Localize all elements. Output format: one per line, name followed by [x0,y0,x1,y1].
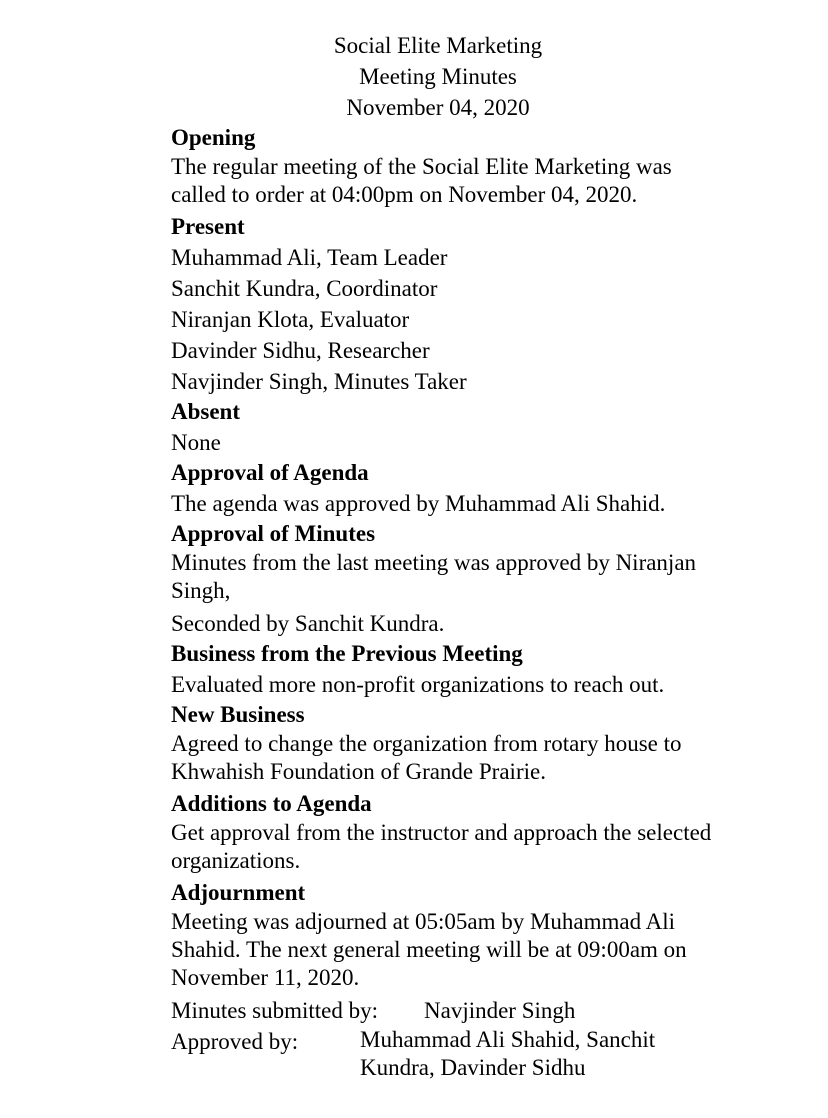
minutes-body [171,123,731,1088]
list-item: Navjinder Singh, Minutes Taker [171,369,467,394]
present-heading: Present [171,214,245,239]
list-item: Niranjan Klota, Evaluator [171,307,410,332]
additions-heading: Additions to Agenda [171,791,372,816]
adjournment-text: Meeting was adjourned at 05:05am by Muhammad Ali Shahid. The next general meeting will be at 09:00am on November 11, 2020. [171,909,687,990]
approval-minutes-seconded: Seconded by Sanchit Kundra. [171,611,445,636]
approved-by-names: Muhammad Ali Shahid, Sanchit Kundra, Davinder Sidhu [360,1027,656,1080]
present-list [171,242,731,397]
list-item: Muhammad Ali, Team Leader [171,245,448,270]
approval-agenda-text: The agenda was approved by Muhammad Ali Shahid. [171,491,666,516]
absent-heading: Absent [171,399,241,424]
new-business-heading: New Business [171,702,305,727]
document-header [0,30,828,123]
approval-agenda-heading: Approval of Agenda [171,460,369,485]
adjournment-heading: Adjournment [171,880,306,905]
list-item: Sanchit Kundra, Coordinator [171,276,438,301]
approved-by-row [171,1026,731,1088]
submitted-by-name: Navjinder Singh [424,998,576,1023]
organization-name: Social Elite Marketing [333,33,543,58]
document-type: Meeting Minutes [359,64,517,89]
approval-minutes-text: Minutes from the last meeting was approved by Niranjan Singh, [171,550,697,603]
approved-by-label: Approved by: [171,1029,299,1054]
submitted-by-label: Minutes submitted by: [171,998,378,1023]
new-business-text: Agreed to change the organization from rotary house to Khwahish Foundation of Grande Prairie. [171,731,682,784]
approval-minutes-heading: Approval of Minutes [171,521,376,546]
opening-text: The regular meeting of the Social Elite Marketing was called to order at 04:00pm on November 04, 2020. [171,154,672,207]
meeting-date: November 04, 2020 [346,95,530,120]
list-item: Davinder Sidhu, Researcher [171,338,430,363]
previous-business-heading: Business from the Previous Meeting [171,641,523,666]
additions-text: Get approval from the instructor and approach the selected organizations. [171,820,712,873]
previous-business-text: Evaluated more non-profit organizations to reach out. [171,672,665,697]
submitted-by-row [171,995,731,1026]
absent-text: None [171,430,221,455]
opening-heading: Opening [171,125,256,150]
